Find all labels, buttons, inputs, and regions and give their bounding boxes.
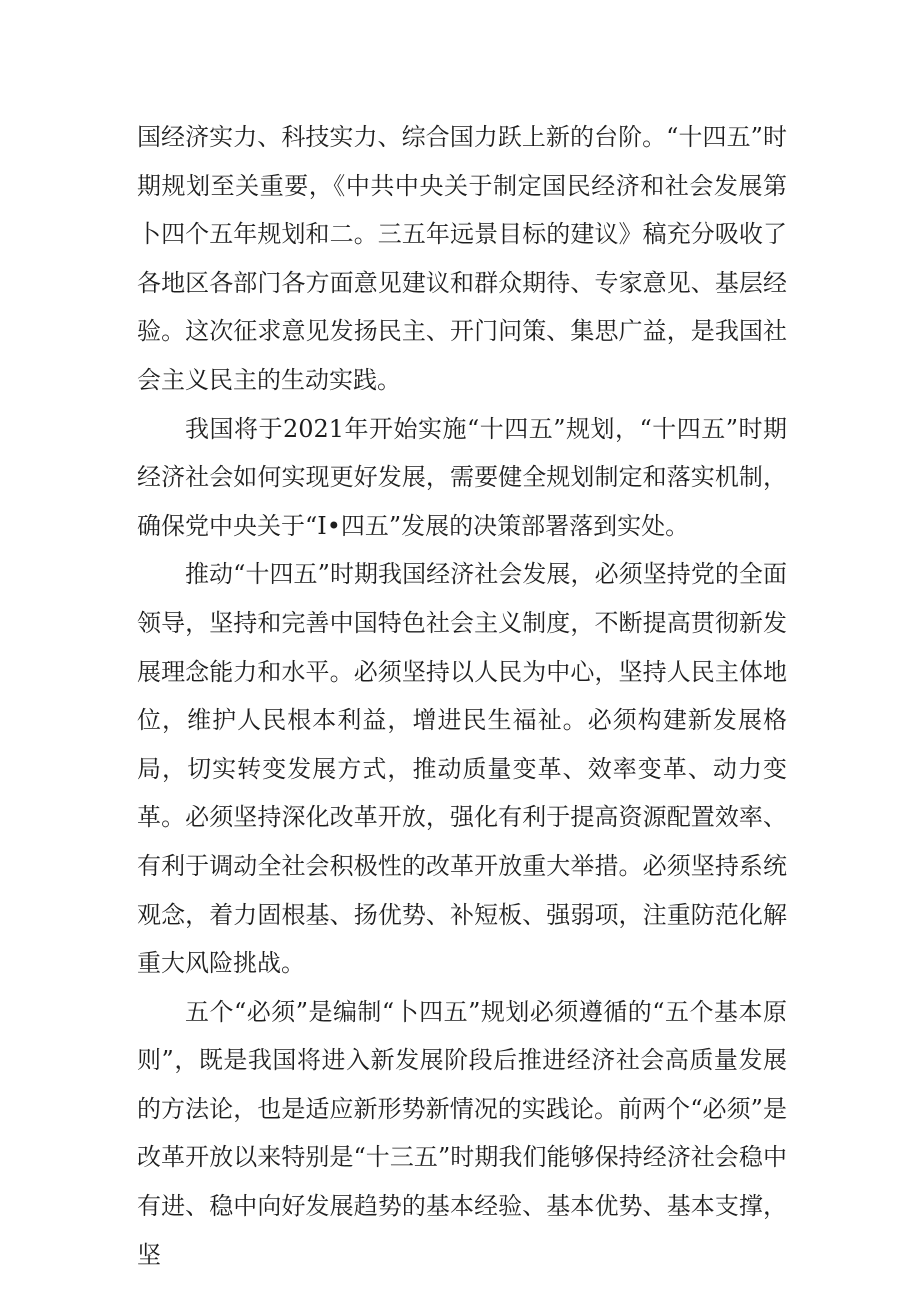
document-body [137, 113, 787, 1279]
paragraph-3: 推动“十四五”时期我国经济社会发展，必须坚持党的全面领导，坚持和完善中国特色社会主义制度，不断提高贯彻新发展理念能力和水平。必须坚持以人民为中心，坚持人民主体地位，维护人民根本利益，增进民生福祉。必须构建新发展格局，切实转变发展方式，推动质量变革、效率变革、动力变革。必须坚持深化改革开放，强化有利于提高资源配置效率、有利于调动全社会积极性的改革开放重大举措。必须坚持系统观念，着力固根基、扬优势、补短板、强弱项，注重防范化解重大风险挑战。 [137, 560, 787, 978]
paragraph-1: 国经济实力、科技实力、综合国力跃上新的台阶。“十四五”时期规划至关重要，《中共中央关于制定国民经济和社会发展第卜四个五年规划和二。三五年远景目标的建议》稿充分吸收了各地区各部门各方面意见建议和群众期待、专家意见、基层经验。这次征求意见发扬民主、开门问策、集思广益，是我国社会主义民主的生动实践。 [137, 123, 787, 394]
paragraph-4: 五个“必须”是编制“卜四五”规划必须遵循的“五个基本原则”，既是我国将进入新发展阶段后推进经济社会高质量发展的方法论，也是适应新形势新情况的实践论。前两个“必须”是改革开放以来特别是“十三五”时期我们能够保持经济社会稳中有进、稳中向好发展趋势的基本经验、基本优势、基本支撑，坚 [137, 997, 787, 1269]
paragraph-2: 我国将于2021年开始实施“十四五”规划，“十四五”时期经济社会如何实现更好发展，需要健全规划制定和落实机制，确保党中央关于“I•四五”发展的决策部署落到实处。 [137, 414, 787, 540]
